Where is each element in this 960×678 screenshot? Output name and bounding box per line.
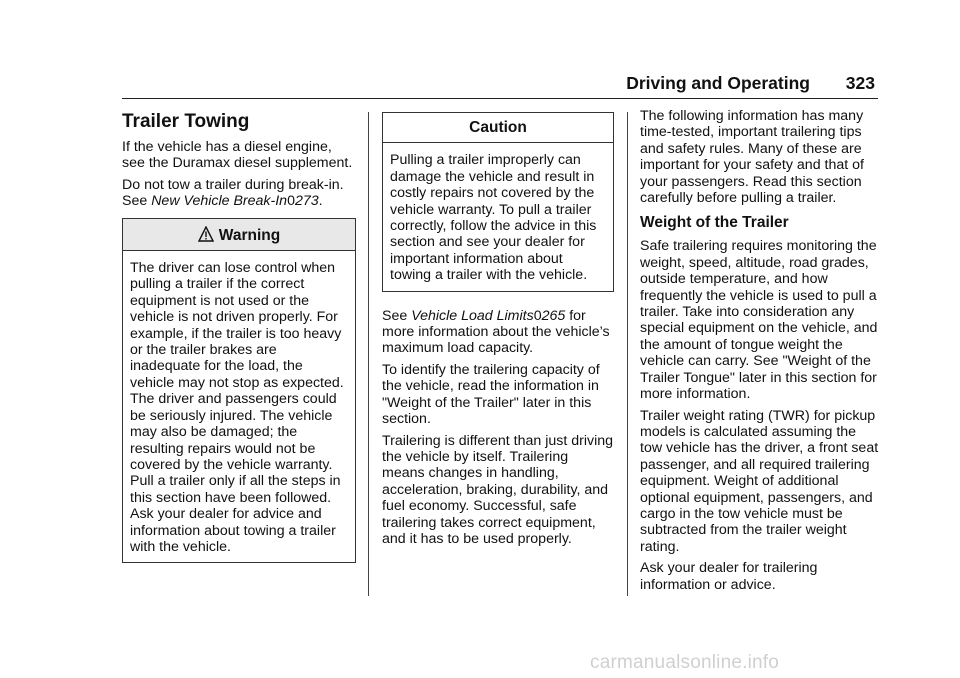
trailering-differences-note: Trailering is different than just driving the vehicle by itself. Trailering means changes in handling, acceleration, braking, durability, and fuel economy. Successful, safe trailering takes correct equipment, and it has to be used properly. <box>382 432 614 547</box>
dealer-advice-paragraph: Ask your dealer for trailering information or advice. <box>640 560 818 593</box>
warning-title: Warning <box>218 226 281 244</box>
warning-header <box>123 219 355 251</box>
warning-box <box>122 218 356 564</box>
column-divider-2 <box>627 112 628 596</box>
load-limits-note <box>382 308 614 357</box>
trailering-capacity-note: To identify the trailering capacity of the vehicle, read the information in "Weight of the Trailer" later in this section. <box>382 361 600 428</box>
load-limits-link[interactable]: Vehicle Load Limits <box>411 307 534 324</box>
page-ref-symbol: 0 <box>533 307 542 324</box>
break-in-link[interactable]: New Vehicle Break-In <box>151 193 288 210</box>
load-limits-prefix: See <box>382 307 412 324</box>
warning-body: The driver can lose control when pulling a trailer if the correct equipment is not used or the vehicle is not driven properly. For example, if the trailer is too heavy or the trailer brakes are inadequate for the load, the vehicle may not stop as expected. The driver and passengers could be seriously injured. The vehicle may also be damaged; the resulting repairs would not be covered by the vehicle warranty. Pull a trailer only if all the steps in this section have been followed. Ask your dealer for advice and information about towing a trailer with the vehicle. <box>130 260 344 555</box>
load-limits-page-ref[interactable]: 265 <box>541 307 566 324</box>
page-header <box>122 70 878 99</box>
section-title: Driving and Operating <box>626 73 810 93</box>
column-divider-1 <box>368 112 369 596</box>
column-2 <box>382 108 614 552</box>
warning-triangle-icon <box>198 226 214 242</box>
safe-trailering-paragraph: Safe trailering requires monitoring the weight, speed, altitude, road grades, outside temperature, and how frequently the vehicle is used to pull a trailer. Take into consideration any special equipment on the vehicle, and the amount of tongue weight the vehicle can carry. See "Weight of the Trailer Tongue" later in this section for more information. <box>640 238 878 403</box>
break-in-note <box>122 177 356 210</box>
load-limits-suffix: for more information about the vehicle’s maximum load capacity. <box>382 307 610 357</box>
caution-title: Caution <box>383 113 613 143</box>
break-in-prefix: Do not tow a trailer during break-in. See <box>122 176 344 210</box>
weight-of-trailer-heading: Weight of the Trailer <box>640 214 789 232</box>
column-1 <box>122 108 356 573</box>
page-ref-symbol: 0 <box>287 193 295 210</box>
twr-paragraph: Trailer weight rating (TWR) for pickup models is calculated assuming the tow vehicle has the driver, a front seat passenger, and all required trailering equipment. Weight of additional optional equipment, passengers, and cargo in the tow vehicle must be subtracted from the trailer weight rating. <box>640 407 879 555</box>
caution-body: Pulling a trailer improperly can damage the vehicle and result in costly repairs not covered by the vehicle warranty. To pull a trailer correctly, follow the advice in this section and see your dealer for important information about towing a trailer with the vehicle. <box>390 152 597 284</box>
break-in-suffix: . <box>318 193 323 210</box>
trailering-tips-intro: The following information has many time-tested, important trailering tips and safety rules. Many of these are important for your safety and that of your passengers. Read this section carefully before pulling a trailer. <box>640 108 864 207</box>
column-3 <box>640 108 880 598</box>
break-in-page-ref[interactable]: 273 <box>294 193 319 210</box>
watermark-text: carmanualsonline.info <box>590 652 780 673</box>
page-number: 323 <box>845 73 875 93</box>
diesel-note: If the vehicle has a diesel engine, see the Duramax diesel supplement. <box>122 139 353 172</box>
caution-box <box>382 112 614 292</box>
trailer-towing-heading: Trailer Towing <box>122 111 250 132</box>
